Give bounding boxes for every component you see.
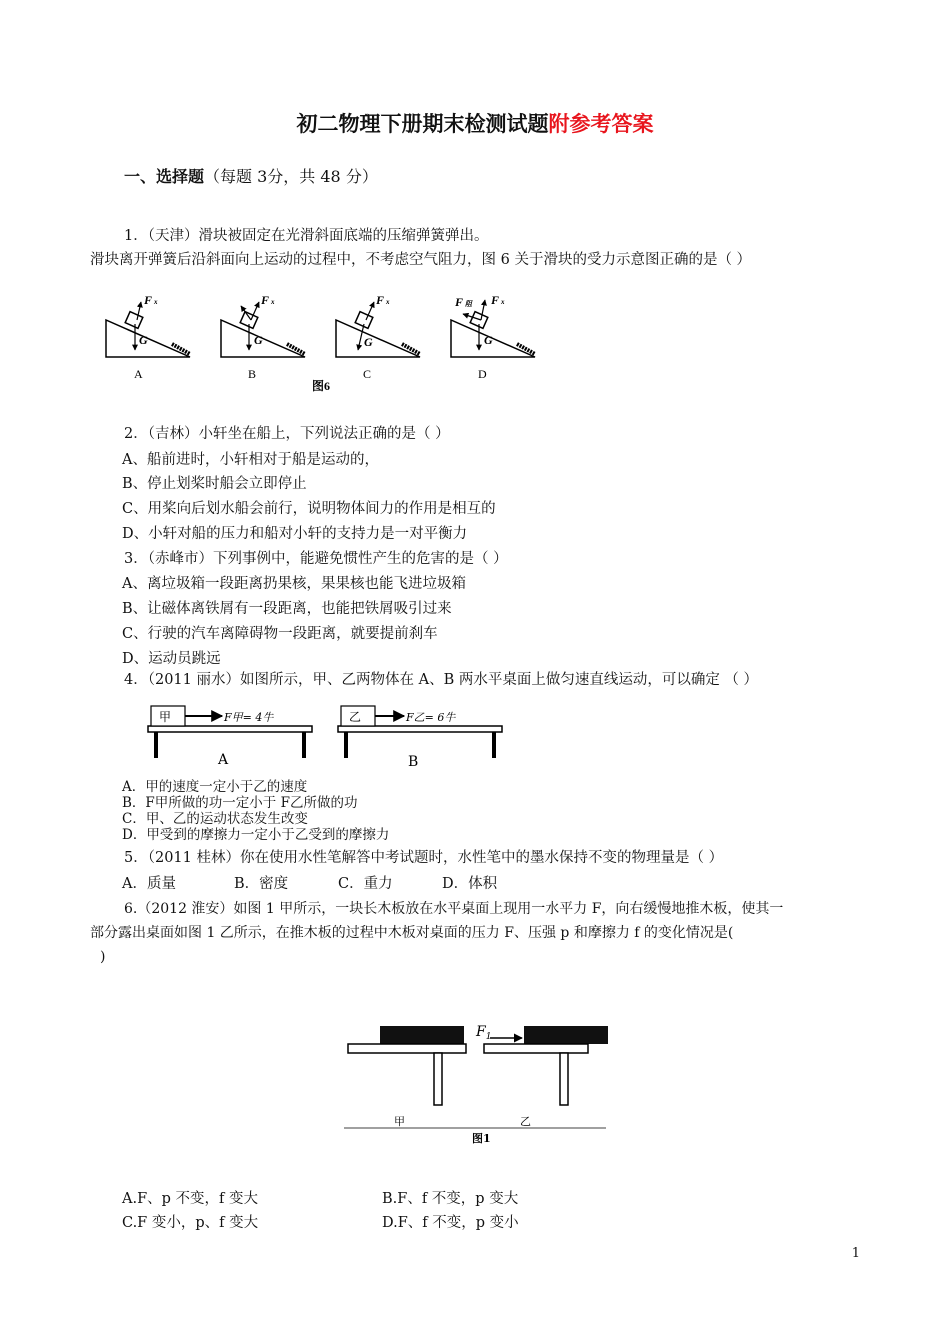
q5-option-b: B．密度 — [234, 876, 289, 892]
q6-stem-line2: 部分露出桌面如图 1 乙所示，在推木板的过程中木板对桌面的压力 F、压强 p 和摩擦力 f 的变化情况是( — [90, 925, 734, 941]
q3-stem: 3．（赤峰市）下列事例中，能避免惯性产生的危害的是（ ） — [124, 551, 508, 567]
q4-force-b: F乙= 6牛 — [406, 711, 456, 724]
q1-label-d: D — [478, 367, 487, 381]
q5-option-d: D．体积 — [442, 876, 498, 892]
q4-option-a: A．甲的速度一定小于乙的速度 — [122, 779, 308, 795]
q1-label-a: A — [134, 367, 143, 381]
q1-b-force-x: Fx — [261, 293, 275, 307]
section-heading — [124, 164, 378, 187]
q1-diagram-c — [336, 293, 420, 381]
q6-force: $F_1$ — [476, 1024, 492, 1042]
q4-option-d: D．甲受到的摩擦力一定小于乙受到的摩擦力 — [122, 827, 390, 843]
q6-diagram-right — [475, 1024, 608, 1128]
q1-diagram-a — [106, 293, 190, 381]
q1-label-c: C — [363, 367, 372, 381]
q2-option-b: B、停止划桨时船会立即停止 — [122, 476, 307, 492]
q6-label-left: 甲 — [394, 1115, 405, 1128]
q6-option-a: A.F、p 不变，f 变大 — [122, 1191, 259, 1207]
title-answer-note: 附参考答案 — [548, 112, 654, 136]
q5-stem: 5．（2011 桂林）你在使用水性笔解答中考试题时，水性笔中的墨水保持不变的物理量是（ ） — [124, 850, 724, 866]
q3-option-a: A、离垃圾箱一段距离扔果核，果果核也能飞进垃圾箱 — [122, 576, 466, 592]
q6-option-d: D.F、f 不变，p 变小 — [382, 1215, 519, 1231]
q2-option-c: C、用桨向后划水船会前行，说明物体间力的作用是相互的 — [122, 501, 496, 517]
section-heading-text: 一、选择题 — [124, 167, 205, 186]
q1-diagram-b — [221, 293, 305, 381]
q5-option-a: A．质量 — [122, 876, 176, 892]
q6-option-c: C.F 变小，p、f 变大 — [122, 1215, 259, 1231]
q4-table-a — [148, 706, 312, 768]
q4-force-a: F甲= 4牛 — [224, 711, 274, 724]
page-title — [0, 108, 950, 138]
q3-option-c: C、行驶的汽车离障碍物一段距离，就要提前刹车 — [122, 626, 438, 642]
q1-d-force-g: G — [484, 333, 493, 347]
q4-option-c: C．甲、乙的运动状态发生改变 — [122, 811, 308, 827]
q1-a-force-g: G — [139, 333, 148, 347]
q4-block-a: 甲 — [159, 710, 172, 724]
q6-stem-line1: 6.（2012 淮安）如图 1 甲所示，一块长木板放在水平桌面上现用一水平力 F，向右缓慢地推木板，使其一 — [124, 901, 784, 917]
q6-diagram-left — [348, 1026, 466, 1128]
q3-option-d: D、运动员跳远 — [122, 651, 221, 667]
q1-figure — [96, 292, 556, 400]
q1-c-force-x: Fx — [376, 293, 390, 307]
q4-figure — [146, 700, 500, 772]
q1-b-force-g: G — [254, 333, 263, 347]
q4-option-b: B．F甲所做的功一定小于 F乙所做的功 — [122, 795, 358, 811]
q6-figure-caption: 图1 — [472, 1132, 491, 1145]
title-main: 初二物理下册期末检测试题 — [296, 112, 549, 136]
q2-stem: 2．（吉林）小轩坐在船上，下列说法正确的是（ ） — [124, 426, 450, 442]
q3-option-b: B、让磁体离铁屑有一段距离，也能把铁屑吸引过来 — [122, 601, 452, 617]
q1-c-force-g: G — [364, 335, 373, 349]
q4-table-b — [338, 706, 502, 770]
q1-label-b: B — [248, 367, 257, 381]
q1-d-force-x: Fx — [491, 293, 505, 307]
q4-label-a: A — [218, 752, 229, 768]
q4-label-b: B — [408, 754, 419, 770]
q4-stem: 4．（2011 丽水）如图所示，甲、乙两物体在 A、B 两水平桌面上做匀速直线运动，可以确定 （ ） — [124, 672, 759, 688]
q1-diagram-d — [451, 293, 535, 381]
q1-figure-caption: 图6 — [312, 379, 331, 393]
section-score-note: （每题 3分，共 48 分） — [204, 167, 378, 186]
q6-label-right: 乙 — [520, 1115, 531, 1128]
q1-stem-line1: 1．（天津）滑块被固定在光滑斜面底端的压缩弹簧弹出。 — [124, 228, 489, 244]
q2-option-a: A、船前进时，小轩相对于船是运动的， — [122, 452, 379, 468]
q4-block-b: 乙 — [349, 710, 362, 724]
q6-option-b: B.F、f 不变，p 变大 — [382, 1191, 519, 1207]
q2-option-d: D、小轩对船的压力和船对小轩的支持力是一对平衡力 — [122, 526, 468, 542]
q1-stem-line2: 滑块离开弹簧后沿斜面向上运动的过程中，不考虑空气阻力，图 6 关于滑块的受力示意图正确的是（ ） — [90, 252, 752, 268]
page-number: 1 — [851, 1246, 860, 1261]
q6-stem-line3: ) — [100, 949, 106, 965]
q6-figure — [340, 1016, 610, 1146]
q1-a-force-x: Fx — [144, 293, 158, 307]
q1-d-force-friction: F阻 — [455, 295, 473, 309]
q5-option-c: C．重力 — [338, 876, 393, 892]
